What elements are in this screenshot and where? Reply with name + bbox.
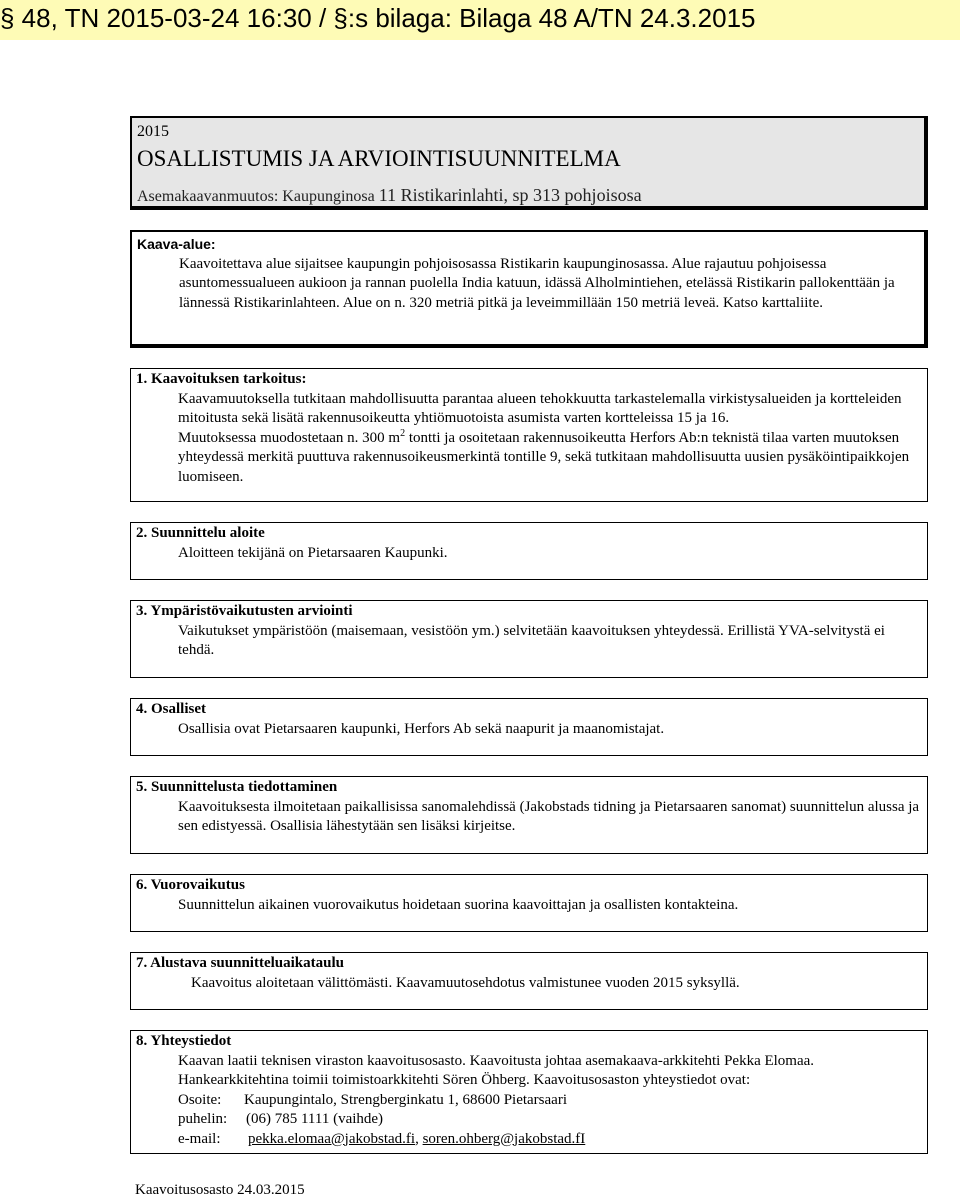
section-purpose (130, 368, 928, 502)
section-stakeholders-text: Osallisia ovat Pietarsaaren kaupunki, Herfors Ab sekä naapurit ja maanomistajat. (178, 720, 665, 737)
header-bar-text: § 48, TN 2015-03-24 16:30 / §:s bilaga: Bilaga 48 A/TN 24.3.2015 (0, 3, 756, 33)
address-value: Kaupungintalo, Strengberginkatu 1, 68600 Pietarsaari (244, 1091, 567, 1108)
section-schedule-heading: 7. Alustava suunnitteluaikataulu (136, 955, 344, 971)
section-initiative-heading: 2. Suunnittelu aloite (136, 525, 265, 541)
section-initiative (130, 522, 928, 580)
subtitle-prefix: Asemakaavanmuutos: Kaupunginosa (137, 188, 375, 205)
phone-value: (06) 785 1111 (vaihde) (246, 1111, 384, 1127)
purpose-text-part-2: tontti ja osoitetaan rakennusoikeutta Herfors Ab:n teknistä tilaa varten muutoksen yhteydessä merkitä puuttuva rakennusoikeusmerkintä tontille 9, sekä tutkitaan mahdollisuutta uusien pysäköintipaikkojen luomiseen. (178, 429, 910, 485)
email-link-soren[interactable]: soren.ohberg@jakobstad.fI (422, 1130, 586, 1147)
email-link-pekka[interactable]: pekka.elomaa@jakobstad.fi (248, 1130, 416, 1147)
section-purpose-heading: 1. Kaavoituksen tarkoitus: (136, 371, 307, 387)
section-communication (130, 776, 928, 854)
document-year: 2015 (137, 123, 169, 140)
footer-date: Kaavoitusosasto 24.03.2015 (135, 1182, 305, 1198)
section-interaction (130, 874, 928, 932)
plan-area-heading: Kaava-alue: (137, 236, 216, 252)
subtitle-area: 11 Ristikarinlahti, sp 313 pohjoisosa (378, 185, 642, 205)
section-interaction-text: Suunnittelun aikainen vuorovaikutus hoidetaan suorina kaavoittajan ja osallisten kontakteina. (178, 896, 739, 913)
section-purpose-text-1: Kaavamuutoksella tutkitaan mahdollisuutta parantaa alueen tehokkuutta tarkastelemalla virkistysalueiden ja kortteleiden mitoitusta sekä lisätä rakennusoikeutta yhtiömuotoista asumista varten kortteleissa 15 ja 16. (178, 390, 902, 426)
section-interaction-heading: 6. Vuorovaikutus (136, 877, 245, 893)
section-environment (130, 600, 928, 678)
contact-phone-row (178, 1110, 921, 1130)
section-schedule (130, 952, 928, 1010)
plan-area-text: Kaavoitettava alue sijaitsee kaupungin pohjoisosassa Ristikarin kaupunginosassa. Alue rajautuu pohjoisessa asuntomessualueen aukioon ja rannan puolella India katuun, idässä Alholmintiehen, etelässä Ristikarin pallokenttään ja lännessä Ristikarinlahteen. Alue on n. 320 metriä pitkä ja leveimmillään 150 metriä leveä. Katso karttaliite. (179, 255, 895, 311)
contact-address-row (178, 1091, 921, 1111)
section-schedule-text: Kaavoitus aloitetaan välittömästi. Kaavamuutosehdotus valmistunee vuoden 2015 syksyllä. (191, 974, 740, 991)
superscript: 2 (400, 427, 406, 439)
section-initiative-text: Aloitteen tekijänä on Pietarsaaren Kaupunki. (178, 544, 448, 561)
address-label: Osoite: (178, 1091, 222, 1108)
phone-label: puhelin: (178, 1111, 228, 1127)
contacts-line-1: Kaavan laatii teknisen viraston kaavoitusosasto. Kaavoitusta johtaa asemakaava-arkkitehti Pekka Elomaa. (178, 1052, 815, 1069)
section-environment-text: Vaikutukset ympäristöön (maisemaan, vesistöön ym.) selvitetään kaavoituksen yhteydessä. Erillistä YVA-selvitystä ei tehdä. (178, 622, 885, 658)
email-values (248, 1130, 585, 1150)
section-purpose-text-2 (178, 429, 921, 488)
section-stakeholders (130, 698, 928, 756)
document-title: OSALLISTUMIS JA ARVIOINTISUUNNITELMA (137, 146, 621, 171)
document-subtitle (137, 184, 924, 208)
section-environment-heading: 3. Ympäristövaikutusten arviointi (136, 603, 353, 619)
contacts-line-2: Hankearkkitehtina toimii toimistoarkkitehti Sören Öhberg. Kaavoitusosaston yhteystiedot ovat: (178, 1072, 751, 1088)
purpose-text-part-1: Muutoksessa muodostetaan n. 300 m (178, 429, 401, 446)
title-box (130, 116, 928, 210)
section-communication-heading: 5. Suunnittelusta tiedottaminen (136, 779, 338, 795)
email-label: e-mail: (178, 1130, 221, 1147)
email-separator: , (415, 1130, 423, 1147)
section-contacts-heading: 8. Yhteystiedot (136, 1033, 232, 1049)
section-communication-text: Kaavoituksesta ilmoitetaan paikallisissa sanomalehdissä (Jakobstads tidning ja Pietarsaaren sanomat) suunnittelun alussa ja sen edistyessä. Osallisia lähestytään sen lisäksi kirjeitse. (178, 798, 920, 834)
contact-email-row (178, 1130, 921, 1150)
document-header-bar (0, 0, 960, 40)
plan-area-box (130, 230, 928, 348)
section-contacts (130, 1030, 928, 1154)
section-stakeholders-heading: 4. Osalliset (136, 701, 206, 717)
